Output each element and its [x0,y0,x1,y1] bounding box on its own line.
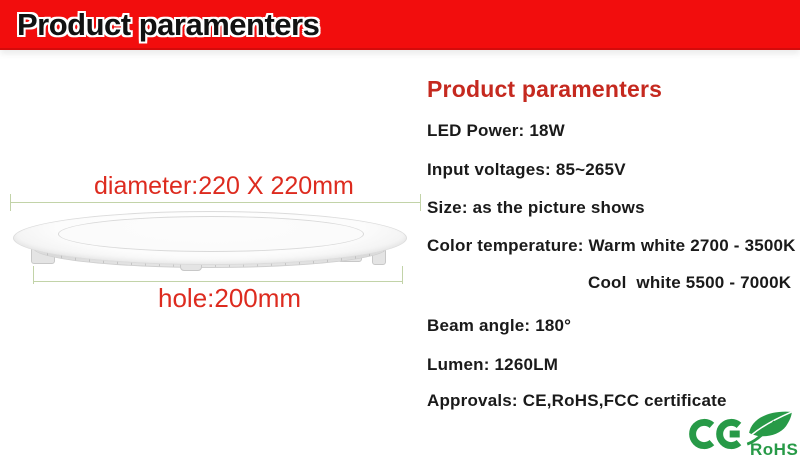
diameter-dimension-line [10,202,421,203]
spec-color-temperature-cool: Cool white 5500 - 7000K [588,273,792,292]
rohs-logo [742,408,800,462]
top-banner [0,0,800,50]
spec-led-power: LED Power: 18W [427,121,565,140]
spec-beam-angle: Beam angle: 180° [427,316,572,335]
hole-line-right-tick [402,266,403,284]
diameter-line-right-tick [420,194,421,211]
spec-approvals: Approvals: CE,RoHS,FCC certificate [427,391,727,410]
diameter-label: diameter:220 X 220mm [94,172,354,200]
spec-input-voltages: Input voltages: 85~265V [427,160,626,179]
spec-heading: Product paramenters [427,76,663,102]
spec-size: Size: as the picture shows [427,198,645,217]
banner-title: Product paramenters [17,7,320,42]
hole-dimension-line [33,281,403,282]
ce-mark-icon [686,417,744,451]
spec-lumen: Lumen: 1260LM [427,355,559,374]
spec-color-temperature: Color temperature: Warm white 2700 - 3500K [427,236,796,255]
rohs-label: RoHS [750,440,799,459]
certification-logos [684,408,800,462]
panel-inner-ring [58,216,364,252]
hole-label: hole:200mm [158,283,302,313]
